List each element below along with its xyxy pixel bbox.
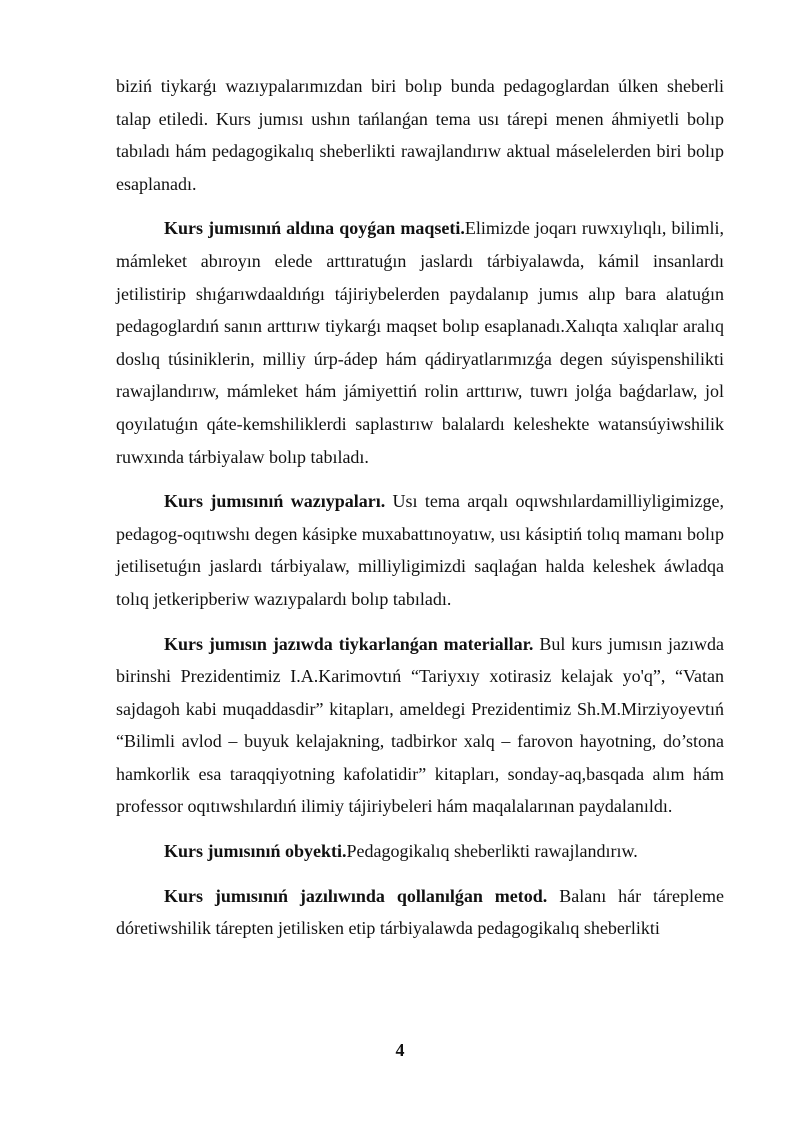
paragraph-text: biziń tiykarǵı wazıypalarımızdan biri bolıp bunda pedagoglardan úlken sheberli talap etiledi. Kurs jumısı ushın tańlanǵan tema usı tárepi menen áhmiyetli bolıp tabıladı hám pedagogikalıq sheberlikti rawajlandırıw aktual máselelerden biri bolıp esaplanadı. xyxy=(116,76,724,194)
paragraph-text: Bul kurs jumısın jazıwda birinshi Prezidentimiz I.A.Karimovtıń “Tariyxıy xotirasiz kelajak yo'q”, “Vatan sajdagoh kabi muqaddasdir” kitapları, ameldegi Prezidentimiz Sh.M.Mirziyoyevtıń “Bilimli avlod – buyuk kelajakning, tadbirkor xalq – farovon hayotning, do’stona hamkorlik esa taraqqiyotning kafolatidir” kitapları, sonday-aq,basqada alım hám professor oqıtıwshılardıń ilimiy tájiriybeleri hám maqalalarınan paydalanıldı. xyxy=(116,633,725,817)
paragraph-text: Usı tema arqalı oqıwshılardamilliyligimizge, pedagog-oqıtıwshı degen kásipke muxabattınoyatıw, usı kásiptiń tolıq mamanı bolıp jetilisetuǵın jaslardı tárbiyalaw, milliyligimizdi saqlaǵan halda keleshek áwladqa tolıq jetkeripberiw wazıypalardı bolıp tabıladı. xyxy=(116,491,724,609)
paragraph-heading: Kurs jumısın jazıwda tiykarlanǵan materiallar. xyxy=(164,633,534,654)
paragraph-heading: Kurs jumısınıń aldına qoyǵan maqseti. xyxy=(164,218,465,239)
paragraph-method xyxy=(116,880,724,945)
paragraph-text: Pedagogikalıq sheberlikti rawajlandırıw. xyxy=(346,841,638,862)
paragraph-tasks xyxy=(116,485,724,615)
paragraph-materials xyxy=(116,628,724,824)
paragraph-intro xyxy=(116,70,724,200)
document-page xyxy=(116,70,724,957)
page-number: 4 xyxy=(395,1040,405,1060)
paragraph-heading: Kurs jumısınıń wazıypaları. xyxy=(164,491,386,512)
paragraph-heading: Kurs jumısınıń obyekti. xyxy=(164,841,347,862)
paragraph-goal xyxy=(116,212,724,473)
paragraph-text: Elimizde joqarı ruwxıylıqlı, bilimli, mámleket abıroyın elede arttıratuǵın jaslardı tárbiyalawda, kámil insanlardı jetilistirip shıǵarıwdaaldıńgı tájiriybelerden paydalanıp jumıs alıp bara alatuǵın pedagoglardıń sanın arttırıw tiykarǵı maqset bolıp esaplanadı.Xalıqta xalıqlar aralıq doslıq túsiniklerin, milliy úrp-ádep hám qádiryatlarımızǵa degen súyispenshilikti rawajlandırıw, mámleket hám jámiyettiń rolin arttırıw, tuwrı jolǵa baǵdarlaw, jol qoyılatuǵın qáte-kemshiliklerdi saplastırıw balalardı keleshekte watansúyiwshilik ruwxında tárbiyalaw bolıp tabıladı. xyxy=(116,218,725,467)
paragraph-heading: Kurs jumısınıń jazılıwında qollanılǵan metod. xyxy=(164,885,548,906)
paragraph-text: Balanı hár tárepleme dóretiwshilik tárepten jetilisken etip tárbiyalawda pedagogikalıq sheberlikti xyxy=(116,885,724,939)
paragraph-object xyxy=(116,835,724,868)
